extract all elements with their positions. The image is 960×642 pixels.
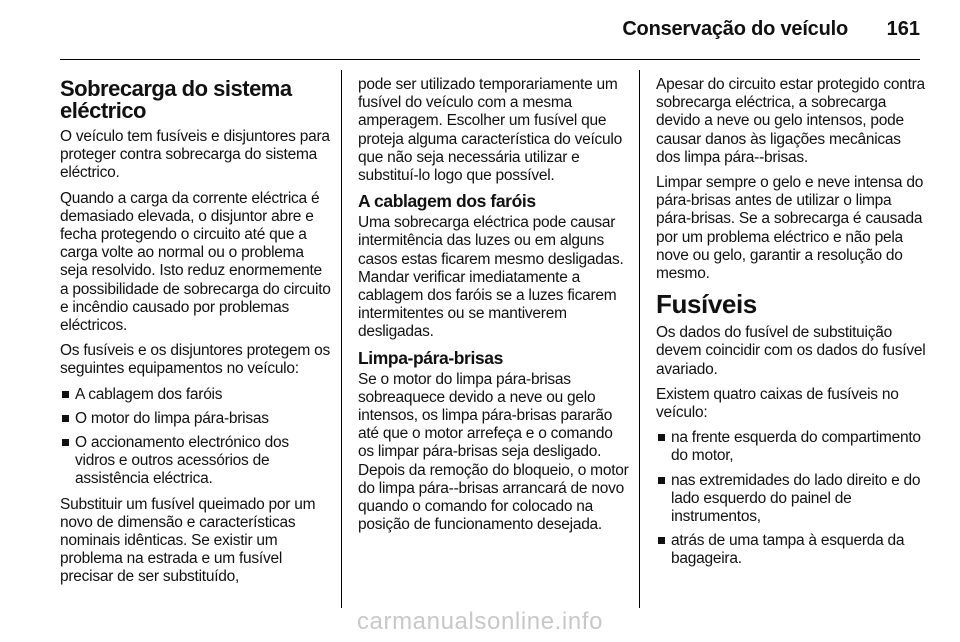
paragraph: Uma sobrecarga eléctrica pode causar intermitência das luzes ou em alguns casos estas ficarem mesmo desligadas. Mandar verificar imediatamente a cablagem dos faróis se a luzes ficarem intermitentes ou se mantiverem desligadas. <box>358 214 624 341</box>
column-divider <box>341 70 342 608</box>
column-3 <box>656 76 928 576</box>
bullet-list <box>656 429 928 568</box>
list-item: A cablagem dos faróis <box>60 386 332 404</box>
list-item: O motor do limpa pára-brisas <box>60 410 332 428</box>
paragraph: Substituir um fusível queimado por um novo de dimensão e características nominais idênticas. Se existir um problema na estrada e um fusível precisar de ser substituído, <box>60 495 316 586</box>
subsection-heading: Limpa-pára-brisas <box>358 347 503 368</box>
section-heading: Sobrecarga do sistema eléctrico <box>60 76 292 123</box>
header-rule <box>60 59 920 60</box>
paragraph: Limpar sempre o gelo e neve intensa do pára-brisas antes de utilizar o limpa pára-brisas. Se a sobrecarga é causada por um problema eléctrico e não pela nove ou gelo, garantir a resolução do mesmo. <box>656 174 924 283</box>
list-item: na frente esquerda do compartimento do motor, <box>656 429 928 465</box>
subsection-heading: A cablagem dos faróis <box>358 191 536 212</box>
paragraph: Quando a carga da corrente eléctrica é demasiado elevada, o disjuntor abre e fecha protegendo o circuito até que a carga volte ao normal ou o problema seja resolvido. Isto reduz enormemente a possibilidade de sobrecarga do circuito e incêndio causado por problemas eléctricos. <box>60 189 331 335</box>
paragraph: Os fusíveis e os disjuntores protegem os seguintes equipamentos no veículo: <box>60 342 330 378</box>
column-2 <box>358 76 630 541</box>
section-heading: Fusíveis <box>656 289 757 320</box>
column-divider <box>639 70 640 608</box>
page-header-title: Conservação do veículo <box>622 18 848 40</box>
watermark: carmanualsonline.info <box>356 608 604 635</box>
column-1 <box>60 78 332 594</box>
list-item: O accionamento electrónico dos vidros e outros acessórios de assistência eléctrica. <box>60 434 332 489</box>
paragraph: pode ser utilizado temporariamente um fusível do veículo com a mesma amperagem. Escolher um fusível que proteja alguma característica do veículo que não seja necessária utilizar e substituí-lo logo que possível. <box>358 76 622 185</box>
bullet-list <box>60 386 332 489</box>
list-item: nas extremidades do lado direito e do lado esquerdo do painel de instrumentos, <box>656 472 928 527</box>
paragraph: Apesar do circuito estar protegido contra sobrecarga eléctrica, a sobrecarga devido a neve ou gelo intensos, pode causar danos às ligações mecânicas dos limpa pára--brisas. <box>656 76 925 166</box>
paragraph: Os dados do fusível de substituição devem coincidir com os dados do fusível avariado. <box>656 324 926 378</box>
page-number: 161 <box>886 18 920 40</box>
paragraph: Existem quatro caixas de fusíveis no veículo: <box>656 385 899 422</box>
paragraph: O veículo tem fusíveis e disjuntores para proteger contra sobrecarga do sistema eléctrico. <box>60 128 330 182</box>
paragraph: Se o motor do limpa pára-brisas sobreaquece devido a neve ou gelo intensos, os limpa pára-brisas pararão até que o motor arrefeça e o comando os limpar pára-brisas seja desligado. Depois da remoção do bloqueio, o motor do limpa pára--brisas arrancará de novo quando o comando for colocado na posição de funcionamento desejada. <box>358 370 629 534</box>
list-item: atrás de uma tampa à esquerda da bagageira. <box>656 532 928 568</box>
